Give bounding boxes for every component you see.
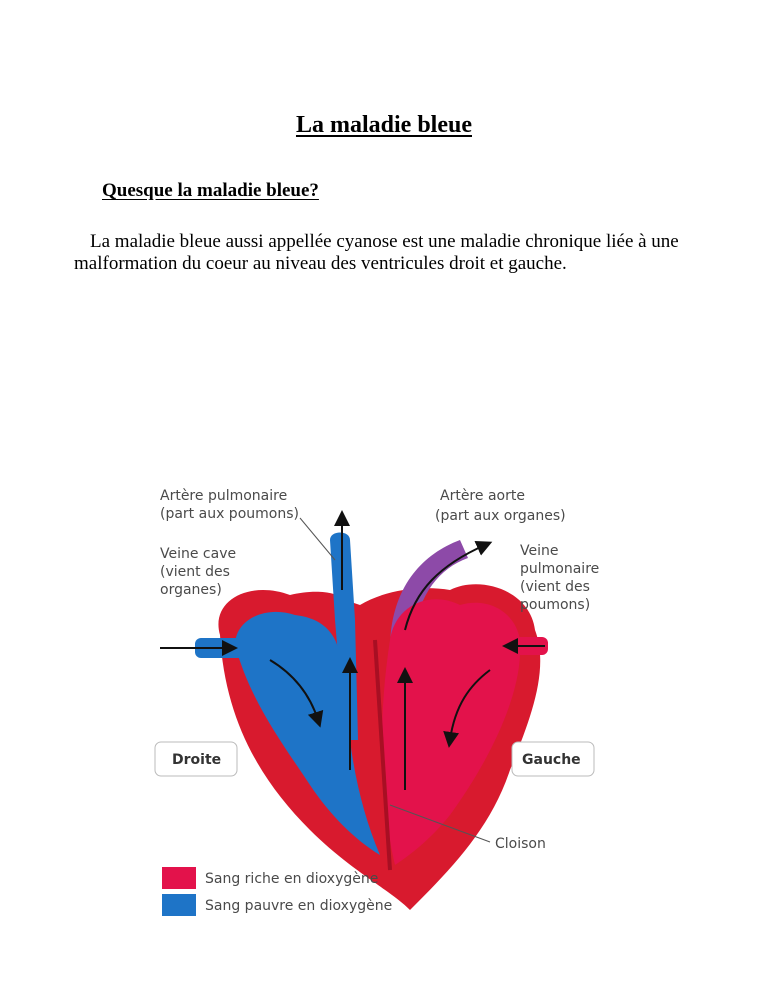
legend-label-oxygen-rich: Sang riche en dioxygène [205,871,379,887]
label-aorta-1: Artère aorte [440,488,525,504]
section-heading: Quesque la maladie bleue? [102,180,319,201]
label-gauche: Gauche [522,752,581,768]
label-droite: Droite [172,752,222,768]
label-aorta-2: (part aux organes) [435,508,566,524]
label-cloison: Cloison [495,836,546,852]
heart-diagram-svg [150,470,630,930]
document-title: La maladie bleue [295,112,472,138]
label-pulmonary-vein-2: pulmonaire [520,561,600,577]
legend-swatch-oxygen-rich [162,867,196,889]
legend-swatch-oxygen-poor [162,894,196,916]
label-pulmonary-vein-4: poumons) [520,597,591,613]
label-pulmonary-vein-1: Veine [520,543,559,559]
leader-pulmonary [300,518,335,560]
legend-label-oxygen-poor: Sang pauvre en dioxygène [205,898,393,914]
heart-diagram [150,470,630,930]
body-paragraph: La maladie bleue aussi appellée cyanose est une maladie chronique liée à une malformation du coeur au niveau des ventricules droit et gauche. [74,231,679,274]
label-pulmonary-artery-1: Artère pulmonaire [160,488,288,504]
label-vena-cava-1: Veine cave [160,546,237,562]
label-vena-cava-2: (vient des [160,564,230,580]
label-pulmonary-artery-2: (part aux poumons) [160,506,299,522]
label-pulmonary-vein-3: (vient des [520,579,590,595]
label-vena-cava-3: organes) [160,582,222,598]
